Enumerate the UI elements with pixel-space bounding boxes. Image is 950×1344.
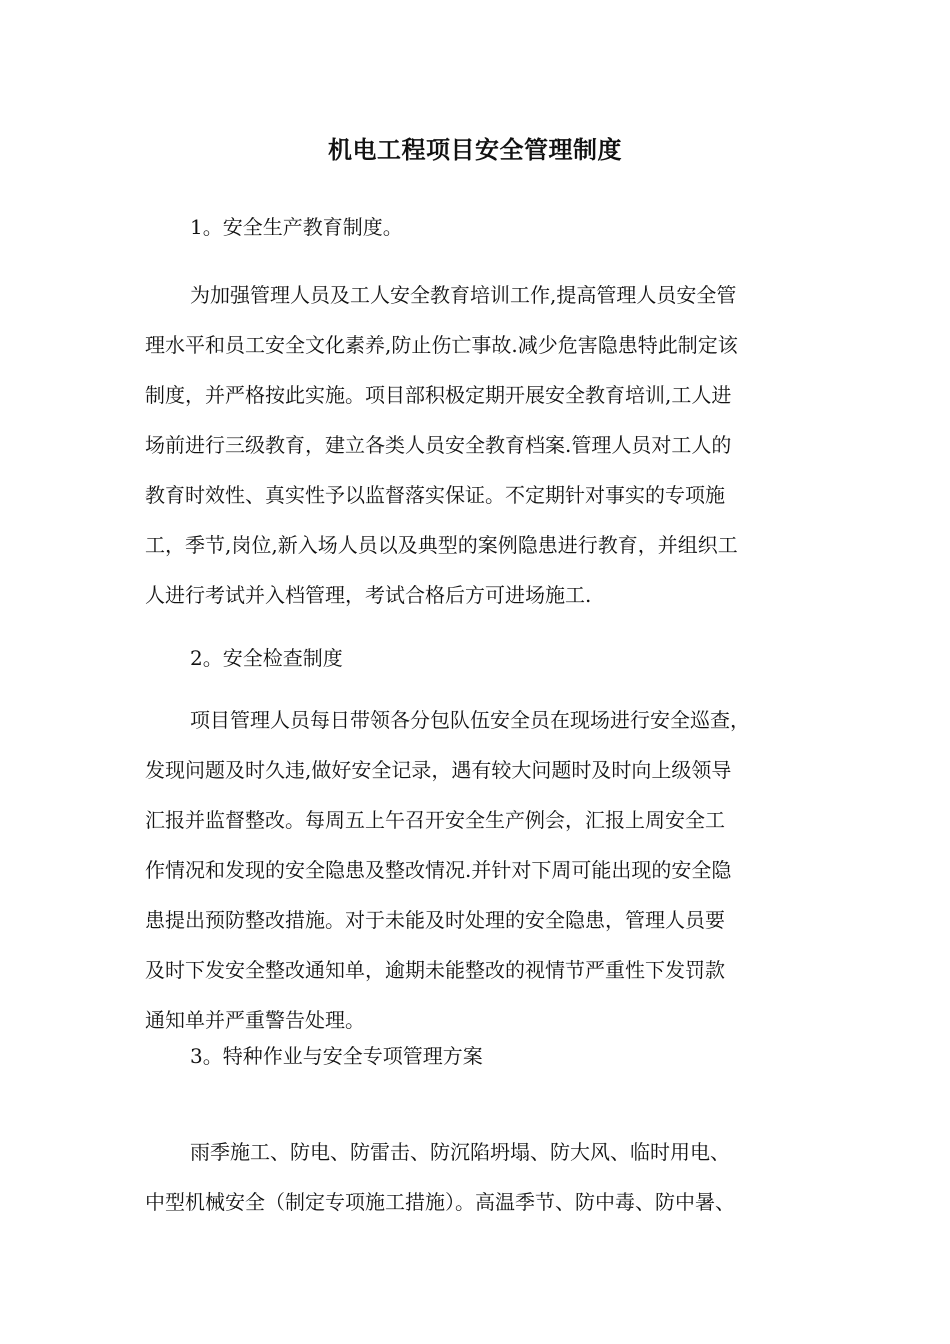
section-paragraph-3 <box>145 1127 835 1227</box>
paragraph-line: 教育时效性、真实性予以监督落实保证。不定期针对事实的专项施 <box>145 483 725 507</box>
section-paragraph-2 <box>145 695 835 1045</box>
paragraph-line: 通知单并严重警告处理。 <box>145 1008 365 1032</box>
paragraph-line: 作情况和发现的安全隐患及整改情况.并针对下周可能出现的安全隐 <box>145 858 732 882</box>
paragraph-line: 人进行考试并入档管理，考试合格后方可进场施工. <box>145 583 592 607</box>
paragraph-line: 中型机械安全（制定专项施工措施）。高温季节、防中毒、防中暑、 <box>145 1190 735 1214</box>
section-paragraph-1 <box>145 270 835 620</box>
section-heading-2: 2。安全检查制度 <box>190 646 343 670</box>
paragraph-line: 工，季节,岗位,新入场人员以及典型的案例隐患进行教育，并组织工 <box>145 533 738 557</box>
paragraph-line: 发现问题及时久违,做好安全记录，遇有较大问题时及时向上级领导 <box>145 758 732 782</box>
paragraph-line: 汇报并监督整改。每周五上午召开安全生产例会，汇报上周安全工 <box>145 808 725 832</box>
paragraph-line: 场前进行三级教育，建立各类人员安全教育档案.管理人员对工人的 <box>145 433 732 457</box>
paragraph-line: 雨季施工、防电、防雷击、防沉陷坍塌、防大风、临时用电、 <box>190 1140 730 1164</box>
paragraph-line: 患提出预防整改措施。对于未能及时处理的安全隐患，管理人员要 <box>145 908 725 932</box>
paragraph-line: 理水平和员工安全文化素养,防止伤亡事故.减少危害隐患特此制定该 <box>145 333 738 357</box>
paragraph-line: 及时下发安全整改通知单，逾期未能整改的视情节严重性下发罚款 <box>145 958 725 982</box>
document-title: 机电工程项目安全管理制度 <box>328 136 622 164</box>
section-heading-1: 1。安全生产教育制度。 <box>190 215 403 239</box>
section-heading-3: 3。特种作业与安全专项管理方案 <box>190 1044 483 1068</box>
paragraph-line: 为加强管理人员及工人安全教育培训工作,提高管理人员安全管 <box>190 283 737 307</box>
paragraph-line: 项目管理人员每日带领各分包队伍安全员在现场进行安全巡查， <box>190 708 750 732</box>
paragraph-line: 制度，并严格按此实施。项目部积极定期开展安全教育培训,工人进 <box>145 383 732 407</box>
